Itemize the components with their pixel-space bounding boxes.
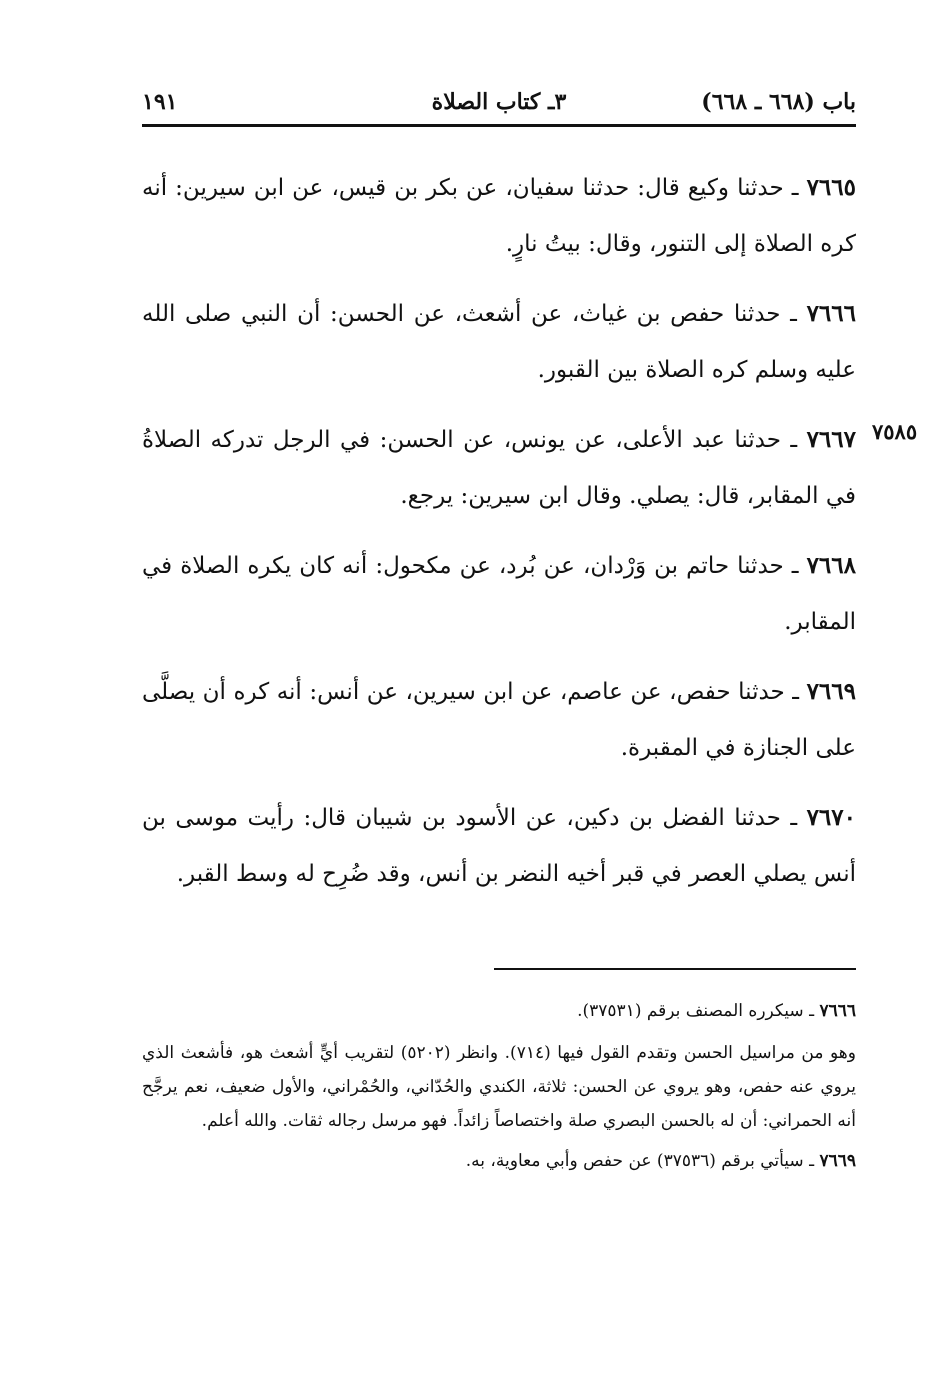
hadith-number: ٧٦٦٧ <box>806 426 856 453</box>
hadith-entry <box>142 160 856 272</box>
hadith-text: ـ حدثنا حفص بن غياث، عن أشعث، عن الحسن: أن النبي صلى الله عليه وسلم كره الصلاة بين القبور. <box>142 301 856 383</box>
footnote-number: ٧٦٦٩ <box>819 1151 856 1171</box>
hadith-text: ـ حدثنا عبد الأعلى، عن يونس، عن الحسن: في الرجل تدركه الصلاةُ في المقابر، قال: يصلي. وقال ابن سيرين: يرجع. <box>142 427 856 509</box>
running-header <box>142 84 856 120</box>
chapter-heading: باب (٦٦٨ ـ ٦٦٨) <box>701 89 856 115</box>
page-number: ١٩١ <box>142 89 178 115</box>
book-title: ٣ـ كتاب الصلاة <box>431 89 567 115</box>
hadith-text: ـ حدثنا وكيع قال: حدثنا سفيان، عن بكر بن قيس، عن ابن سيرين: أنه كره الصلاة إلى التنور، وقال: بيتُ نارٍ. <box>142 175 856 257</box>
margin-reference-number: ٧٥٨٥ <box>872 419 918 444</box>
hadith-text: ـ حدثنا حاتم بن وَرْدان، عن بُرد، عن مكحول: أنه كان يكره الصلاة في المقابر. <box>142 553 856 635</box>
hadith-number: ٧٦٦٦ <box>806 300 856 327</box>
main-text <box>142 160 856 916</box>
footnotes <box>142 994 856 1186</box>
hadith-entry <box>142 538 856 650</box>
footnote-rule <box>494 968 856 970</box>
hadith-number: ٧٦٦٩ <box>806 678 856 705</box>
footnote-number: ٧٦٦٦ <box>819 1001 856 1021</box>
hadith-entry <box>142 790 856 902</box>
hadith-number: ٧٦٦٥ <box>806 174 856 201</box>
footnote <box>142 994 856 1028</box>
footnote-commentary: وهو من مراسيل الحسن وتقدم القول فيها (٧١٤). وانظر (٥٢٠٢) لتقريب أيٍّ أشعث هو، فأشعث الذي يروي عنه حفص، وهو يروي عن الحسن: ثلاثة، الكندي والحُدّاني، والحُمْراني، والأول ضعيف، نعم يرجَّح أنه الحمراني: أن له بالحسن البصري صلة واختصاصاً زائداً. فهو مرسل رجاله ثقات. والله أعلم. <box>142 1043 856 1131</box>
hadith-text: ـ حدثنا حفص، عن عاصم، عن ابن سيرين، عن أنس: أنه كره أن يصلَّى على الجنازة في المقبرة. <box>142 679 856 761</box>
hadith-number: ٧٦٧٠ <box>806 804 856 831</box>
footnote-text: ـ سيأتي برقم (٣٧٥٣٦) عن حفص وأبي معاوية، به. <box>465 1151 820 1171</box>
footnote-text: ـ سيكرره المصنف برقم (٣٧٥٣١). <box>577 1001 820 1021</box>
header-rule <box>142 124 856 127</box>
hadith-text: ـ حدثنا الفضل بن دكين، عن الأسود بن شيبان قال: رأيت موسى بن أنس يصلي العصر في قبر أخيه النضر بن أنس، وقد ضُرِح له وسط القبر. <box>142 805 856 887</box>
footnote <box>142 1144 856 1178</box>
hadith-entry <box>142 412 856 524</box>
hadith-number: ٧٦٦٨ <box>806 552 856 579</box>
hadith-entry <box>142 664 856 776</box>
hadith-entry <box>142 286 856 398</box>
